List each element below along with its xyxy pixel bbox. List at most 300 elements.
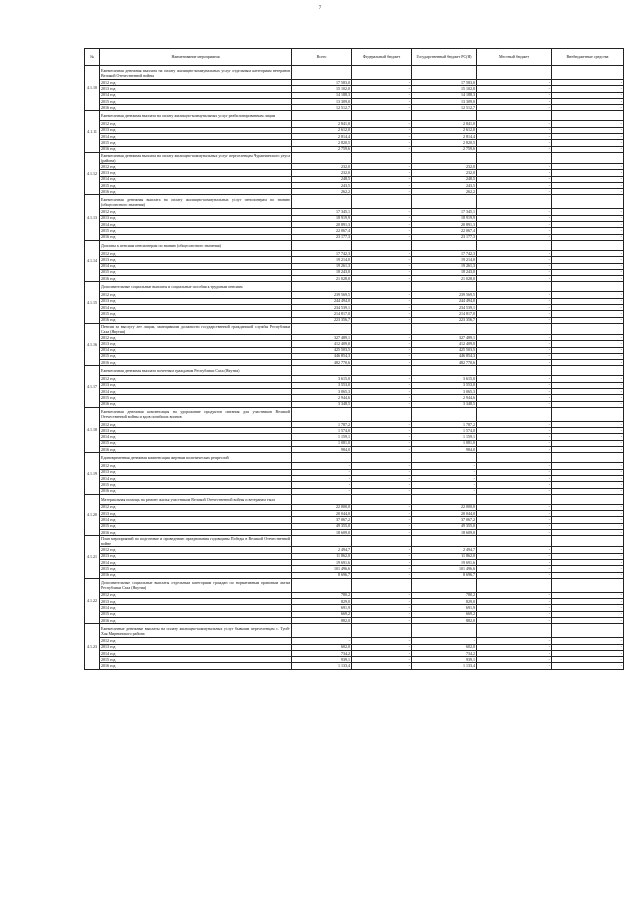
total-value: - bbox=[292, 463, 352, 469]
federal-value: - bbox=[352, 276, 412, 282]
empty-cell bbox=[477, 195, 552, 209]
total-value: 22 000,0 bbox=[292, 504, 352, 510]
local-value: - bbox=[477, 305, 552, 311]
total-value: 49 355,0 bbox=[292, 523, 352, 529]
empty-cell bbox=[292, 195, 352, 209]
year-label: 2015 год bbox=[100, 482, 292, 488]
total-value: 939,1 bbox=[292, 657, 352, 663]
total-value: 20 044,0 bbox=[292, 511, 352, 517]
local-value: - bbox=[477, 592, 552, 598]
total-value: 425 503,5 bbox=[292, 347, 352, 353]
section-title-row bbox=[85, 578, 624, 592]
year-label: 2012 год bbox=[100, 334, 292, 340]
federal-value: - bbox=[352, 599, 412, 605]
state-value: 11 862,0 bbox=[412, 553, 477, 559]
year-label: 2013 год bbox=[100, 257, 292, 263]
local-value: - bbox=[477, 482, 552, 488]
year-label: 2014 год bbox=[100, 605, 292, 611]
federal-value: - bbox=[352, 382, 412, 388]
local-value: - bbox=[477, 347, 552, 353]
state-value: 18 243,0 bbox=[412, 269, 477, 275]
federal-value: - bbox=[352, 618, 412, 624]
total-value: - bbox=[292, 482, 352, 488]
state-value: 8 696,7 bbox=[412, 572, 477, 578]
extrabudgetary-value: - bbox=[552, 517, 624, 523]
empty-cell bbox=[552, 366, 624, 376]
federal-value: - bbox=[352, 234, 412, 240]
year-label: 2016 год bbox=[100, 360, 292, 366]
empty-cell bbox=[292, 111, 352, 121]
year-label: 2016 год bbox=[100, 401, 292, 407]
total-value: 18 919,9 bbox=[292, 215, 352, 221]
extrabudgetary-value: - bbox=[552, 146, 624, 152]
empty-cell bbox=[292, 66, 352, 80]
section-code: 4.1.13 bbox=[85, 195, 100, 240]
state-value: - bbox=[412, 463, 477, 469]
year-label: 2015 год bbox=[100, 395, 292, 401]
local-value: - bbox=[477, 269, 552, 275]
state-value: 19 691,6 bbox=[412, 559, 477, 565]
empty-cell bbox=[352, 536, 412, 547]
year-label: 2014 год bbox=[100, 222, 292, 228]
state-value: 2 944,6 bbox=[412, 395, 477, 401]
federal-value: - bbox=[352, 182, 412, 188]
year-label: 2012 год bbox=[100, 638, 292, 644]
local-value: - bbox=[477, 517, 552, 523]
total-value: 2 944,6 bbox=[292, 395, 352, 401]
total-value: 19 261,3 bbox=[292, 263, 352, 269]
state-value: 232,0 bbox=[412, 163, 477, 169]
total-value: 214 817,0 bbox=[292, 311, 352, 317]
federal-value: - bbox=[352, 292, 412, 298]
federal-value: - bbox=[352, 511, 412, 517]
federal-value: - bbox=[352, 475, 412, 481]
year-label: 2012 год bbox=[100, 592, 292, 598]
extrabudgetary-value: - bbox=[552, 401, 624, 407]
empty-cell bbox=[477, 494, 552, 504]
federal-value: - bbox=[352, 553, 412, 559]
extrabudgetary-value: - bbox=[552, 98, 624, 104]
federal-value: - bbox=[352, 250, 412, 256]
empty-cell bbox=[412, 323, 477, 334]
state-value: 2 820,5 bbox=[412, 140, 477, 146]
federal-value: - bbox=[352, 650, 412, 656]
local-value: - bbox=[477, 599, 552, 605]
federal-value: - bbox=[352, 517, 412, 523]
empty-cell bbox=[477, 282, 552, 292]
empty-cell bbox=[412, 536, 477, 547]
state-value: 1 787,2 bbox=[412, 421, 477, 427]
local-value: - bbox=[477, 547, 552, 553]
year-label: 2014 год bbox=[100, 434, 292, 440]
extrabudgetary-value: - bbox=[552, 599, 624, 605]
empty-cell bbox=[552, 66, 624, 80]
year-label: 2015 год bbox=[100, 611, 292, 617]
extrabudgetary-value: - bbox=[552, 523, 624, 529]
empty-cell bbox=[352, 323, 412, 334]
total-value: 232,0 bbox=[292, 163, 352, 169]
year-label: 2013 год bbox=[100, 428, 292, 434]
state-value: 248,5 bbox=[412, 176, 477, 182]
local-value: - bbox=[477, 428, 552, 434]
local-value: - bbox=[477, 121, 552, 127]
federal-value: - bbox=[352, 170, 412, 176]
state-value: 15 102,0 bbox=[412, 86, 477, 92]
local-value: - bbox=[477, 140, 552, 146]
local-value: - bbox=[477, 222, 552, 228]
state-value: - bbox=[412, 469, 477, 475]
empty-cell bbox=[552, 152, 624, 163]
year-label: 2013 год bbox=[100, 86, 292, 92]
state-value: 244 494,0 bbox=[412, 298, 477, 304]
total-value: 734,2 bbox=[292, 650, 352, 656]
header-number: № bbox=[85, 49, 100, 66]
extrabudgetary-value: - bbox=[552, 250, 624, 256]
total-value: - bbox=[292, 638, 352, 644]
total-value: 691,9 bbox=[292, 605, 352, 611]
extrabudgetary-value: - bbox=[552, 127, 624, 133]
empty-cell bbox=[552, 578, 624, 592]
section-title-row bbox=[85, 323, 624, 334]
state-value: 239 569,5 bbox=[412, 292, 477, 298]
empty-cell bbox=[412, 366, 477, 376]
local-value: - bbox=[477, 530, 552, 536]
year-label: 2013 год bbox=[100, 298, 292, 304]
total-value: 22 067,4 bbox=[292, 228, 352, 234]
state-value: - bbox=[412, 488, 477, 494]
extrabudgetary-value: - bbox=[552, 334, 624, 340]
total-value: 3 615,0 bbox=[292, 376, 352, 382]
local-value: - bbox=[477, 298, 552, 304]
total-value: 327 489,1 bbox=[292, 334, 352, 340]
extrabudgetary-value: - bbox=[552, 347, 624, 353]
empty-cell bbox=[292, 407, 352, 421]
empty-cell bbox=[412, 282, 477, 292]
empty-cell bbox=[412, 195, 477, 209]
extrabudgetary-value: - bbox=[552, 650, 624, 656]
extrabudgetary-value: - bbox=[552, 305, 624, 311]
year-label: 2014 год bbox=[100, 559, 292, 565]
total-value: 2 759,6 bbox=[292, 146, 352, 152]
total-value: 2 814,4 bbox=[292, 134, 352, 140]
local-value: - bbox=[477, 475, 552, 481]
year-label: 2015 год bbox=[100, 311, 292, 317]
state-value: 243,5 bbox=[412, 182, 477, 188]
empty-cell bbox=[412, 152, 477, 163]
state-value: 882,0 bbox=[412, 618, 477, 624]
budget-table bbox=[84, 48, 624, 670]
local-value: - bbox=[477, 170, 552, 176]
state-value: 1 159,1 bbox=[412, 434, 477, 440]
local-value: - bbox=[477, 353, 552, 359]
extrabudgetary-value: - bbox=[552, 618, 624, 624]
extrabudgetary-value: - bbox=[552, 447, 624, 453]
local-value: - bbox=[477, 434, 552, 440]
year-label: 2014 год bbox=[100, 176, 292, 182]
total-value: 223 356,7 bbox=[292, 317, 352, 323]
empty-cell bbox=[552, 624, 624, 638]
year-label: 2013 год bbox=[100, 599, 292, 605]
total-value: 3 553,0 bbox=[292, 382, 352, 388]
empty-cell bbox=[477, 152, 552, 163]
extrabudgetary-value: - bbox=[552, 341, 624, 347]
empty-cell bbox=[352, 195, 412, 209]
extrabudgetary-value: - bbox=[552, 209, 624, 215]
empty-cell bbox=[412, 66, 477, 80]
local-value: - bbox=[477, 134, 552, 140]
total-value: 243,5 bbox=[292, 182, 352, 188]
total-value: 984,0 bbox=[292, 447, 352, 453]
year-label: 2016 год bbox=[100, 189, 292, 195]
section-title-row bbox=[85, 494, 624, 504]
local-value: - bbox=[477, 395, 552, 401]
section-title-row bbox=[85, 624, 624, 638]
extrabudgetary-value: - bbox=[552, 92, 624, 98]
empty-cell bbox=[552, 536, 624, 547]
extrabudgetary-value: - bbox=[552, 222, 624, 228]
empty-cell bbox=[477, 323, 552, 334]
state-value: 13 309,0 bbox=[412, 98, 477, 104]
state-value: 18 609,0 bbox=[412, 530, 477, 536]
extrabudgetary-value: - bbox=[552, 657, 624, 663]
section-title-row bbox=[85, 195, 624, 209]
local-value: - bbox=[477, 311, 552, 317]
year-label: 2013 год bbox=[100, 382, 292, 388]
extrabudgetary-value: - bbox=[552, 440, 624, 446]
section-title: Ежемесячная денежная компенсация на удорожание продуктов питания для участников Великой Отечественной войны и вдов погибших воинов bbox=[101, 409, 290, 420]
state-value: 23 177,3 bbox=[412, 234, 477, 240]
federal-value: - bbox=[352, 559, 412, 565]
empty-cell bbox=[477, 407, 552, 421]
federal-value: - bbox=[352, 92, 412, 98]
total-value: 234 539,1 bbox=[292, 305, 352, 311]
total-value: 17 742,3 bbox=[292, 250, 352, 256]
total-value: - bbox=[292, 475, 352, 481]
extrabudgetary-value: - bbox=[552, 611, 624, 617]
extrabudgetary-value: - bbox=[552, 263, 624, 269]
empty-cell bbox=[352, 453, 412, 463]
section-title: Дополнительные социальные выплаты и социальные пособия к трудовым пенсиям bbox=[100, 282, 292, 292]
empty-cell bbox=[552, 494, 624, 504]
state-value: 1 133,4 bbox=[412, 663, 477, 669]
year-label: 2016 год bbox=[100, 447, 292, 453]
local-value: - bbox=[477, 663, 552, 669]
year-label: 2012 год bbox=[100, 376, 292, 382]
empty-cell bbox=[292, 152, 352, 163]
local-value: - bbox=[477, 98, 552, 104]
section-code: 4.1.19 bbox=[85, 453, 100, 494]
local-value: - bbox=[477, 401, 552, 407]
local-value: - bbox=[477, 447, 552, 453]
section-code: 4.1.18 bbox=[85, 407, 100, 452]
local-value: - bbox=[477, 605, 552, 611]
total-value: 829,0 bbox=[292, 599, 352, 605]
section-title: Ежемесячная денежная выплата на оплату жилищно-коммунальных услуг пенсионерам по званию (общесоюзного значения) bbox=[101, 196, 290, 207]
empty-cell bbox=[292, 578, 352, 592]
extrabudgetary-value: - bbox=[552, 140, 624, 146]
federal-value: - bbox=[352, 311, 412, 317]
total-value: 2 820,5 bbox=[292, 140, 352, 146]
state-value: - bbox=[412, 638, 477, 644]
section-code: 4.1.23 bbox=[85, 624, 100, 669]
empty-cell bbox=[412, 624, 477, 638]
section-title: Ежемесячная денежная выплата почетным гражданам Республики Саха (Якутия) bbox=[100, 366, 292, 376]
federal-value: - bbox=[352, 644, 412, 650]
local-value: - bbox=[477, 572, 552, 578]
empty-cell bbox=[552, 407, 624, 421]
extrabudgetary-value: - bbox=[552, 559, 624, 565]
state-value: 234 539,1 bbox=[412, 305, 477, 311]
empty-cell bbox=[352, 578, 412, 592]
header-activity-name: Наименование мероприятия bbox=[100, 49, 292, 66]
year-label: 2015 год bbox=[100, 657, 292, 663]
federal-value: - bbox=[352, 360, 412, 366]
extrabudgetary-value: - bbox=[552, 292, 624, 298]
extrabudgetary-value: - bbox=[552, 638, 624, 644]
federal-value: - bbox=[352, 388, 412, 394]
federal-value: - bbox=[352, 401, 412, 407]
empty-cell bbox=[352, 624, 412, 638]
section-title: Дополнительные социальные выплаты отдельным категориям граждан по нормативным правовым актам Республики Саха (Якутия) bbox=[101, 580, 290, 591]
extrabudgetary-value: - bbox=[552, 572, 624, 578]
empty-cell bbox=[477, 111, 552, 121]
extrabudgetary-value: - bbox=[552, 353, 624, 359]
extrabudgetary-value: - bbox=[552, 121, 624, 127]
extrabudgetary-value: - bbox=[552, 482, 624, 488]
local-value: - bbox=[477, 382, 552, 388]
extrabudgetary-value: - bbox=[552, 644, 624, 650]
year-label: 2015 год bbox=[100, 566, 292, 572]
state-value: 829,0 bbox=[412, 599, 477, 605]
extrabudgetary-value: - bbox=[552, 182, 624, 188]
local-value: - bbox=[477, 257, 552, 263]
year-label: 2014 год bbox=[100, 347, 292, 353]
extrabudgetary-value: - bbox=[552, 80, 624, 86]
federal-value: - bbox=[352, 657, 412, 663]
local-value: - bbox=[477, 469, 552, 475]
state-value: 22 067,4 bbox=[412, 228, 477, 234]
total-value: 2 494,7 bbox=[292, 547, 352, 553]
state-value: 939,1 bbox=[412, 657, 477, 663]
local-value: - bbox=[477, 228, 552, 234]
federal-value: - bbox=[352, 209, 412, 215]
federal-value: - bbox=[352, 463, 412, 469]
total-value: 232,0 bbox=[292, 170, 352, 176]
extrabudgetary-value: - bbox=[552, 547, 624, 553]
local-value: - bbox=[477, 559, 552, 565]
empty-cell bbox=[477, 366, 552, 376]
year-label: 2014 год bbox=[100, 388, 292, 394]
section-title: Ежемесячная денежная выплата на оплату жилищно-коммунальных услуг отдельным категориям ветеранов Великой Отечественной войны bbox=[101, 67, 290, 78]
year-label: 2013 год bbox=[100, 341, 292, 347]
federal-value: - bbox=[352, 98, 412, 104]
extrabudgetary-value: - bbox=[552, 388, 624, 394]
section-code: 4.1.11 bbox=[85, 111, 100, 152]
year-label: 2013 год bbox=[100, 511, 292, 517]
header-row bbox=[85, 49, 624, 66]
empty-cell bbox=[552, 111, 624, 121]
total-value: 244 494,0 bbox=[292, 298, 352, 304]
total-value: 17 345,1 bbox=[292, 209, 352, 215]
empty-cell bbox=[352, 407, 412, 421]
total-value: 1 081,0 bbox=[292, 440, 352, 446]
state-value: 22 000,0 bbox=[412, 504, 477, 510]
empty-cell bbox=[352, 152, 412, 163]
section-code: 4.1.21 bbox=[85, 536, 100, 578]
federal-value: - bbox=[352, 146, 412, 152]
year-label: 2013 год bbox=[100, 469, 292, 475]
state-value: 232,0 bbox=[412, 170, 477, 176]
empty-cell bbox=[412, 578, 477, 592]
total-value: 18 243,0 bbox=[292, 269, 352, 275]
federal-value: - bbox=[352, 347, 412, 353]
federal-value: - bbox=[352, 269, 412, 275]
local-value: - bbox=[477, 511, 552, 517]
section-title: Доплаты к пенсиям пенсионерам по званию (общесоюзного значения) bbox=[100, 240, 292, 250]
state-value: 780,2 bbox=[412, 592, 477, 598]
total-value: 482 770,6 bbox=[292, 360, 352, 366]
local-value: - bbox=[477, 146, 552, 152]
extrabudgetary-value: - bbox=[552, 663, 624, 669]
state-value: 20 891,3 bbox=[412, 222, 477, 228]
local-value: - bbox=[477, 292, 552, 298]
state-value: 18 919,9 bbox=[412, 215, 477, 221]
section-title-row bbox=[85, 536, 624, 547]
year-label: 2016 год bbox=[100, 663, 292, 669]
year-label: 2012 год bbox=[100, 504, 292, 510]
empty-cell bbox=[352, 494, 412, 504]
year-label: 2016 год bbox=[100, 618, 292, 624]
local-value: - bbox=[477, 440, 552, 446]
local-value: - bbox=[477, 92, 552, 98]
extrabudgetary-value: - bbox=[552, 228, 624, 234]
federal-value: - bbox=[352, 482, 412, 488]
state-value: 602,0 bbox=[412, 644, 477, 650]
extrabudgetary-value: - bbox=[552, 189, 624, 195]
total-value: 1 787,2 bbox=[292, 421, 352, 427]
federal-value: - bbox=[352, 121, 412, 127]
total-value: 2 612,0 bbox=[292, 127, 352, 133]
federal-value: - bbox=[352, 176, 412, 182]
extrabudgetary-value: - bbox=[552, 530, 624, 536]
header-federal-budget: Федеральный бюджет bbox=[352, 49, 412, 66]
state-value: 3 065,3 bbox=[412, 388, 477, 394]
local-value: - bbox=[477, 650, 552, 656]
state-value: 17 583,0 bbox=[412, 80, 477, 86]
extrabudgetary-value: - bbox=[552, 134, 624, 140]
state-value: 49 355,0 bbox=[412, 523, 477, 529]
state-value: 262,2 bbox=[412, 189, 477, 195]
local-value: - bbox=[477, 638, 552, 644]
year-label: 2015 год bbox=[100, 440, 292, 446]
page-number: 7 bbox=[318, 6, 322, 11]
local-value: - bbox=[477, 618, 552, 624]
local-value: - bbox=[477, 234, 552, 240]
section-title: Ежемесячная денежная выплата на оплату жилищно-коммунальных услуг переселенцам Чурапчинского улуса (района) bbox=[101, 152, 290, 163]
total-value: 20 891,3 bbox=[292, 222, 352, 228]
year-label: 2013 год bbox=[100, 553, 292, 559]
state-value: 3 615,0 bbox=[412, 376, 477, 382]
extrabudgetary-value: - bbox=[552, 257, 624, 263]
empty-cell bbox=[552, 323, 624, 334]
total-value: 2 841,0 bbox=[292, 121, 352, 127]
empty-cell bbox=[352, 66, 412, 80]
local-value: - bbox=[477, 334, 552, 340]
federal-value: - bbox=[352, 547, 412, 553]
year-label: 2015 год bbox=[100, 140, 292, 146]
state-value: 2 841,0 bbox=[412, 121, 477, 127]
empty-cell bbox=[292, 323, 352, 334]
